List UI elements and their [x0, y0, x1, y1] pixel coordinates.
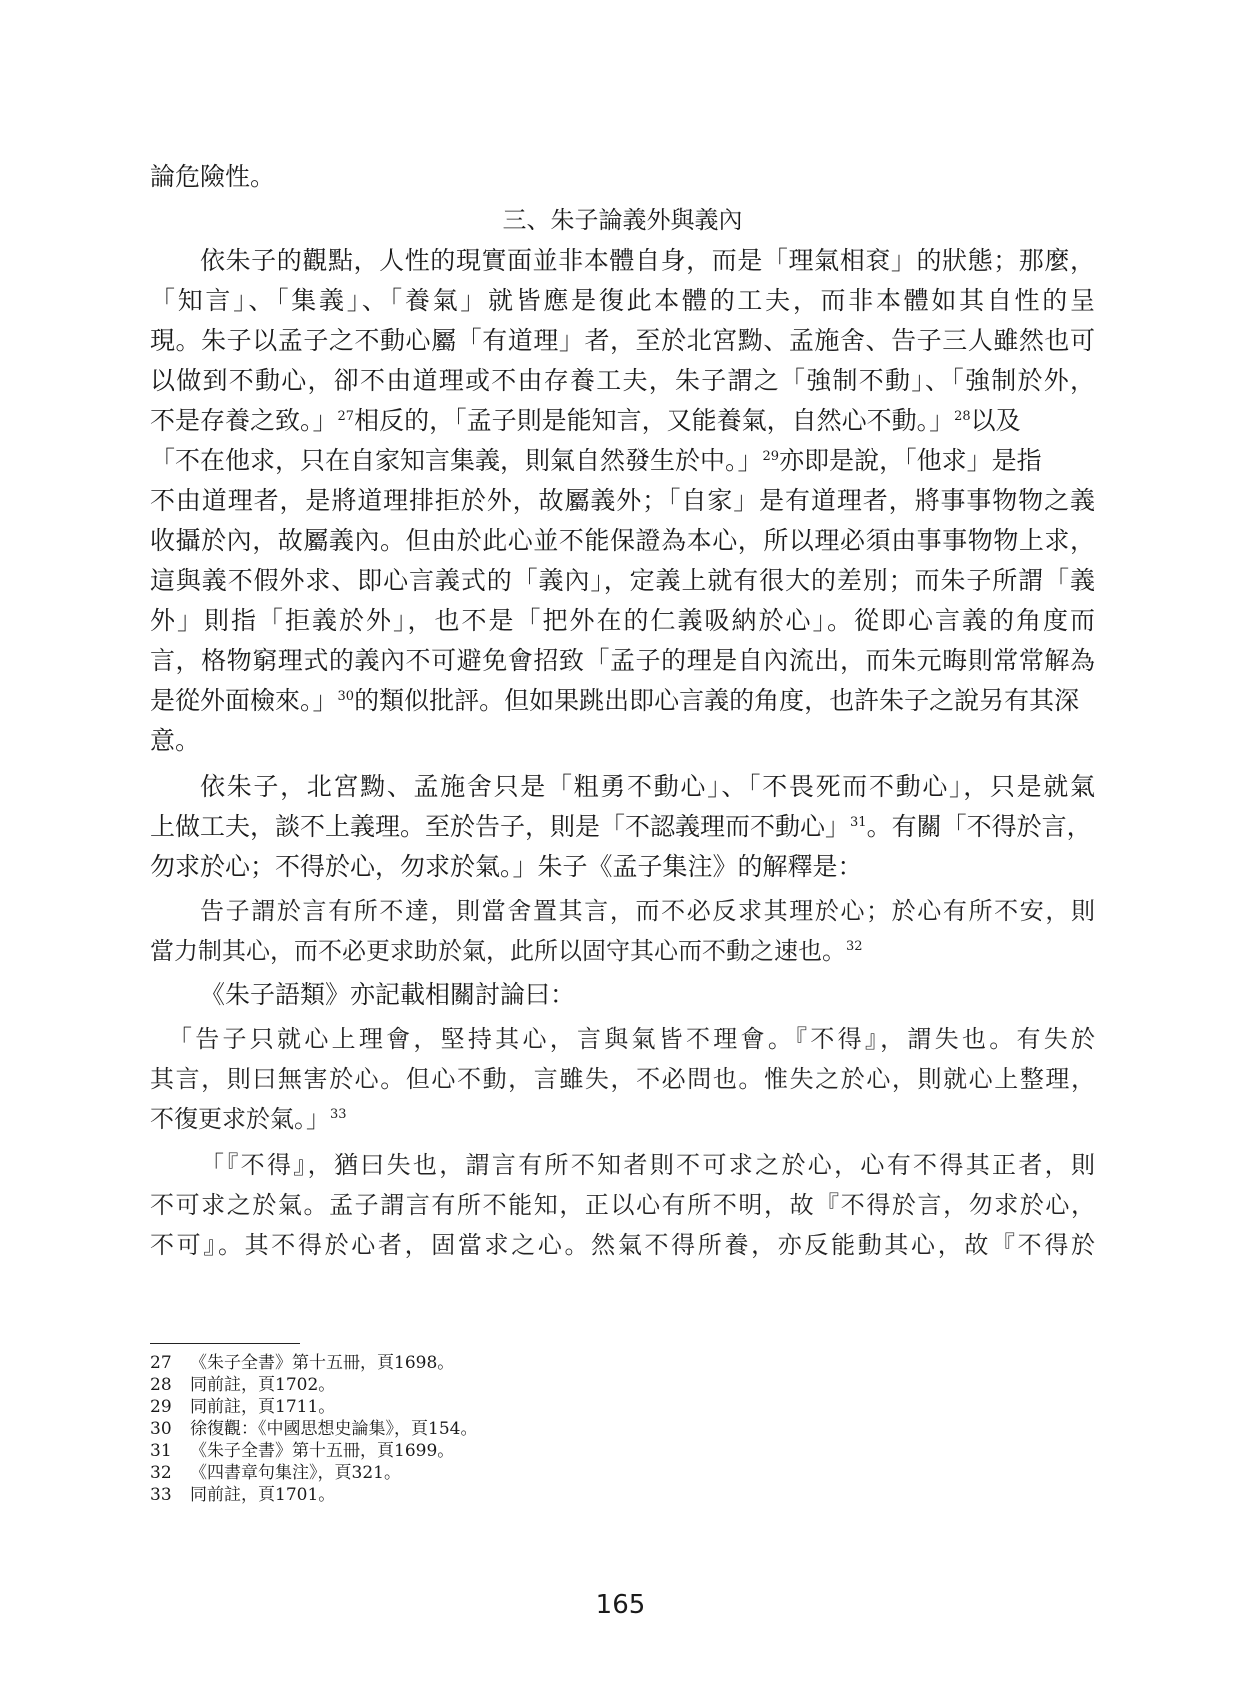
footnote: [150, 1352, 1050, 1374]
paragraph-line: [150, 404, 1095, 438]
footnote-ref[interactable]: 33: [330, 1107, 347, 1122]
paragraph-line: [150, 810, 1095, 844]
text-line: 論危險性。: [150, 162, 276, 191]
paragraph-line: 依朱子的觀點，人性的現實面並非本體自身，而是「理氣相袞」的狀態；那麼，: [200, 246, 1095, 275]
text-segment: 以及: [970, 406, 1021, 435]
footnote-ref[interactable]: 28: [954, 409, 971, 424]
footnote: [150, 1396, 1050, 1418]
paragraph-line: 以做到不動心，卻不由道理或不由存養工夫，朱子謂之「強制不動」、「強制於外，: [150, 366, 1095, 395]
text-segment: 相反的，「孟子則是能知言，又能養氣，自然心不動。」: [354, 406, 955, 435]
paragraph-line: 意。: [150, 726, 201, 755]
footnote: [150, 1440, 1050, 1462]
footnote-number: 27: [150, 1353, 172, 1373]
text-segment: 。有關「不得於言，: [866, 812, 1092, 841]
paragraph-line: [150, 684, 1095, 718]
footnote-ref[interactable]: 32: [846, 939, 863, 954]
footnote-text: 《四書章句集注》，頁321。: [190, 1463, 401, 1483]
paragraph-line: 外」則指「拒義於外」，也不是「把外在的仁義吸納於心」。從即心言義的角度而: [150, 606, 1095, 635]
quote-line: [150, 1102, 1095, 1136]
text-segment: 當力制其心，而不必更求助於氣，此所以固守其心而不動之速也。: [150, 937, 846, 965]
footnote-number: 30: [150, 1419, 172, 1439]
footnote: [150, 1418, 1050, 1440]
footnote-number: 33: [150, 1485, 172, 1505]
paragraph-line: 不由道理者，是將道理排拒於外，故屬義外；「自家」是有道理者，將事事物物之義: [150, 486, 1095, 515]
footnote-separator: [150, 1343, 300, 1344]
footnote-number: 28: [150, 1375, 172, 1395]
footnote-text: 《朱子全書》第十五冊，頁1698。: [190, 1353, 455, 1373]
footnote-ref[interactable]: 30: [337, 689, 355, 704]
paragraph-line: [150, 444, 1095, 478]
paragraph-line: 言，格物窮理式的義內不可避免會招致「孟子的理是自內流出，而朱元晦則常常解為: [150, 646, 1095, 675]
footnote-text: 徐復觀：《中國思想史論集》，頁154。: [190, 1419, 478, 1439]
footnote-number: 31: [150, 1441, 172, 1461]
text-segment: 「不在他求，只在自家知言集義，則氣自然發生於中。」: [150, 446, 763, 475]
quote-line: 告子謂於言有所不達，則當舍置其言，而不必反求其理於心；於心有所不安，則: [200, 897, 1095, 925]
footnote-ref[interactable]: 27: [337, 409, 355, 424]
text-segment: 不是存養之致。」: [150, 406, 338, 435]
paragraph-line: 現。朱子以孟子之不動心屬「有道理」者，至於北宮黝、孟施舍、告子三人雖然也可: [150, 326, 1095, 355]
quote-line: 其言，則曰無害於心。但心不動，言雖失，不必問也。惟失之於心，則就心上整理，: [150, 1065, 1095, 1093]
text-segment: 不復更求於氣。」: [150, 1105, 330, 1133]
paragraph-line: 勿求於心；不得於心，勿求於氣。」朱子《孟子集注》的解釋是：: [150, 852, 863, 881]
footnote-number: 29: [150, 1397, 172, 1417]
text-segment: 上做工夫，談不上義理。至於告子，則是「不認義理而不動心」: [150, 812, 851, 841]
quote-line: 不可』。其不得於心者，固當求之心。然氣不得所養，亦反能動其心，故『不得於: [150, 1231, 1095, 1259]
footnote-ref[interactable]: 31: [850, 815, 867, 830]
paragraph-line: 這與義不假外求、即心言義式的「義內」，定義上就有很大的差別；而朱子所謂「義: [150, 566, 1095, 595]
footnote-number: 32: [150, 1463, 172, 1483]
text-segment: 的類似批評。但如果跳出即心言義的角度，也許朱子之說另有其深: [354, 686, 1080, 715]
quote-line: 「『不得』，猶曰失也，謂言有所不知者則不可求之於心，心有不得其正者，則: [200, 1151, 1095, 1179]
quote-line: 「告子只就心上理會，堅持其心，言與氣皆不理會。『不得』，謂失也。有失於: [168, 1025, 1095, 1053]
quote-line: [150, 934, 1095, 968]
paragraph-line: 「知言」、「集義」、「養氣」就皆應是復此本體的工夫，而非本體如其自性的呈: [150, 286, 1095, 315]
footnote-text: 同前註，頁1702。: [190, 1375, 336, 1395]
footnote: [150, 1462, 1050, 1484]
footnote: [150, 1484, 1050, 1506]
quote-line: 不可求之於氣。孟子謂言有所不能知，正以心有所不明，故『不得於言，勿求於心，: [150, 1191, 1095, 1219]
section-heading: 三、朱子論義外與義內: [502, 206, 743, 234]
footnote-ref[interactable]: 29: [762, 449, 780, 464]
footnote-text: 同前註，頁1701。: [190, 1485, 336, 1505]
text-segment: 亦即是說，「他求」是指: [779, 446, 1042, 475]
text-segment: 是從外面檢來。」: [150, 686, 338, 715]
paragraph-line: 《朱子語類》亦記載相關討論曰：: [200, 980, 576, 1009]
footnote: [150, 1374, 1050, 1396]
footnote-text: 《朱子全書》第十五冊，頁1699。: [190, 1441, 455, 1461]
paragraph-line: 依朱子，北宮黝、孟施舍只是「粗勇不動心」、「不畏死而不動心」，只是就氣: [200, 772, 1095, 801]
paragraph-line: 收攝於內，故屬義內。但由於此心並不能保證為本心，所以理必須由事事物物上求，: [150, 526, 1095, 555]
footnote-text: 同前註，頁1711。: [190, 1397, 336, 1417]
page-number: 165: [595, 1590, 646, 1620]
